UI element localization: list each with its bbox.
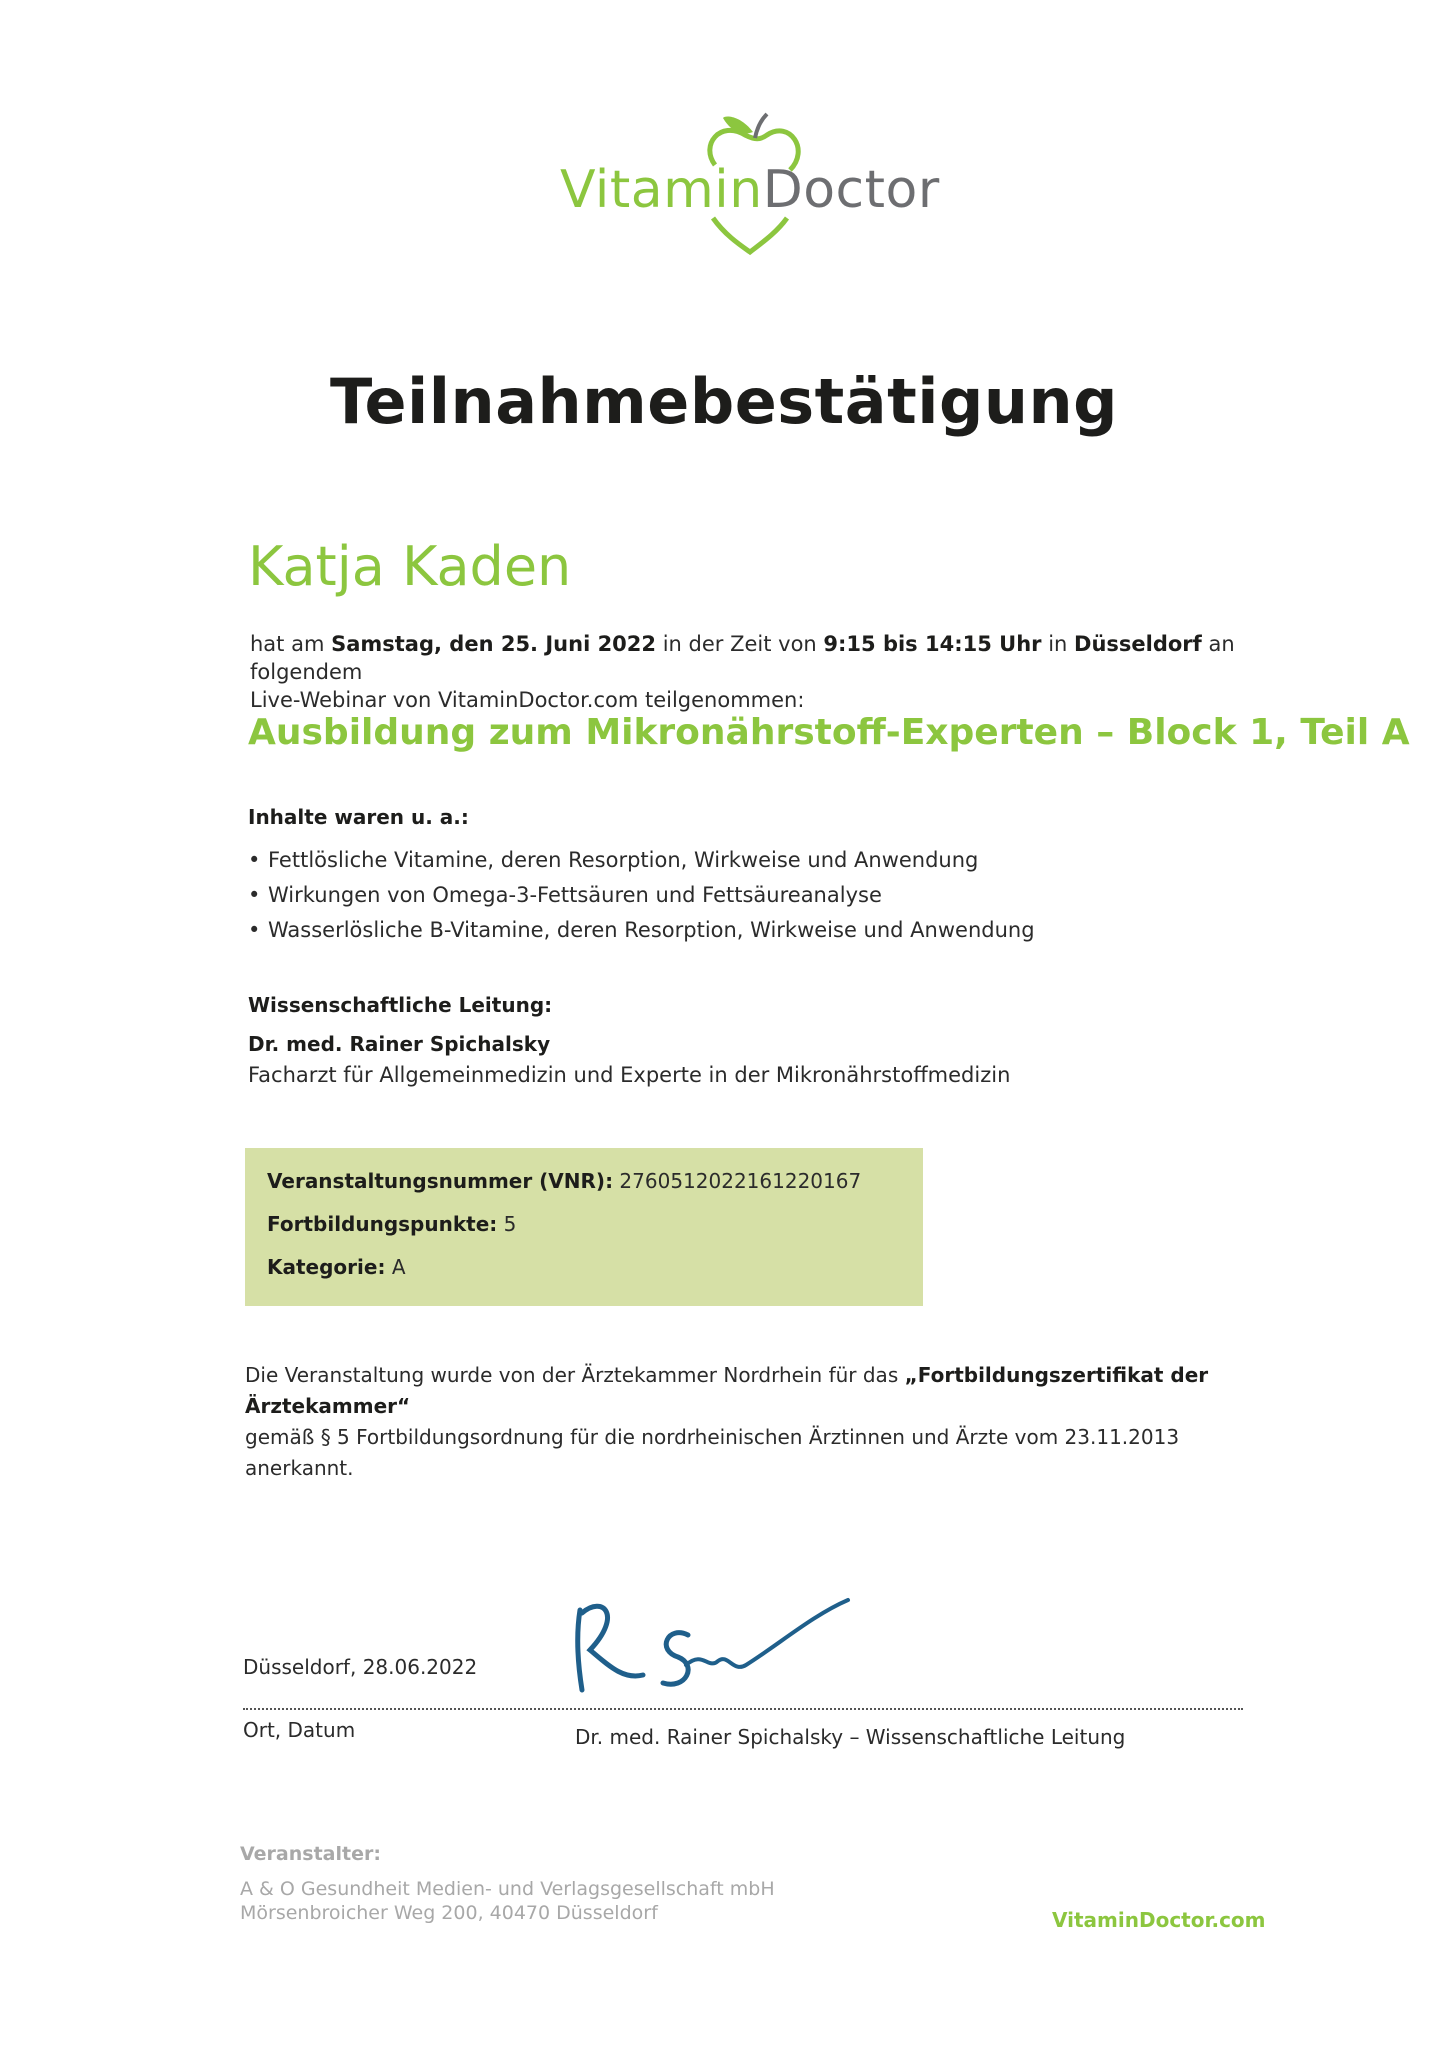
handwritten-signature xyxy=(568,1595,858,1700)
logo-wordmark xyxy=(560,160,940,220)
points-line xyxy=(267,1203,901,1246)
event-date: Samstag, den 25. Juni 2022 xyxy=(331,632,657,656)
contents-list xyxy=(248,843,1035,948)
intro-text-part: in xyxy=(1041,632,1075,656)
list-item: • Wasserlösliche B-Vitamine, deren Resorption, Wirkweise und Anwendung xyxy=(248,913,1035,948)
points-value: 5 xyxy=(497,1212,517,1236)
vnr-value: 2760512022161220167 xyxy=(613,1169,862,1193)
page-title: Teilnahmebestätigung xyxy=(329,365,1119,438)
event-info-box xyxy=(245,1148,923,1306)
points-label: Fortbildungspunkte: xyxy=(267,1212,498,1236)
recognition-text-part: Die Veranstaltung wurde von der Ärztekammer Nordrhein für das xyxy=(245,1363,905,1387)
event-place: Düsseldorf xyxy=(1074,632,1202,656)
recognition-text-line2: gemäß § 5 Fortbildungsordnung für die nordrheinischen Ärztinnen und Ärzte vom 23.11.2013 anerkannt. xyxy=(245,1425,1180,1480)
intro-text-part: in der Zeit von xyxy=(656,632,824,656)
place-date: Düsseldorf, 28.06.2022 xyxy=(243,1655,478,1679)
vitamindoctor-logo xyxy=(560,110,940,260)
participant-name: Katja Kaden xyxy=(248,535,572,598)
contents-heading: Inhalte waren u. a.: xyxy=(248,805,469,829)
intro-text xyxy=(250,630,1250,714)
signer-label: Dr. med. Rainer Spichalsky – Wissenschaftliche Leitung xyxy=(575,1725,1126,1749)
course-title: Ausbildung zum Mikronährstoff-Experten – Block 1, Teil A xyxy=(248,712,1410,753)
category-line xyxy=(267,1246,901,1289)
category-label: Kategorie: xyxy=(267,1255,386,1279)
logo-vitamin-text: Vitamin xyxy=(560,160,763,220)
vnr-label: Veranstaltungsnummer (VNR): xyxy=(267,1169,614,1193)
event-time: 9:15 bis 14:15 Uhr xyxy=(823,632,1042,656)
organizer-name: A & O Gesundheit Medien- und Verlagsgesellschaft mbH xyxy=(240,1878,775,1900)
organizer-heading: Veranstalter: xyxy=(240,1843,381,1865)
signature-line xyxy=(243,1708,1243,1710)
lead-name: Dr. med. Rainer Spichalsky xyxy=(248,1032,551,1056)
intro-text-part: hat am xyxy=(250,632,332,656)
lead-role: Facharzt für Allgemeinmedizin und Experte in der Mikronährstoffmedizin xyxy=(248,1063,1011,1087)
intro-text-line2: Live-Webinar von VitaminDoctor.com teilgenommen: xyxy=(250,688,805,712)
lead-heading: Wissenschaftliche Leitung: xyxy=(248,993,553,1017)
vnr-line xyxy=(267,1160,901,1203)
list-item: • Wirkungen von Omega-3-Fettsäuren und Fettsäureanalyse xyxy=(248,878,1035,913)
place-date-label: Ort, Datum xyxy=(243,1718,356,1742)
website-url: VitaminDoctor.com xyxy=(1052,1908,1266,1932)
intro-text-part: an folgendem xyxy=(250,632,1235,684)
logo-doctor-text: Doctor xyxy=(762,160,940,220)
recognition-text xyxy=(245,1360,1245,1484)
category-value: A xyxy=(385,1255,406,1279)
list-item: • Fettlösliche Vitamine, deren Resorption, Wirkweise und Anwendung xyxy=(248,843,1035,878)
certificate-name: „Fortbildungszertifikat der Ärztekammer“ xyxy=(245,1363,1209,1418)
organizer-address: Mörsenbroicher Weg 200, 40470 Düsseldorf xyxy=(240,1902,658,1924)
